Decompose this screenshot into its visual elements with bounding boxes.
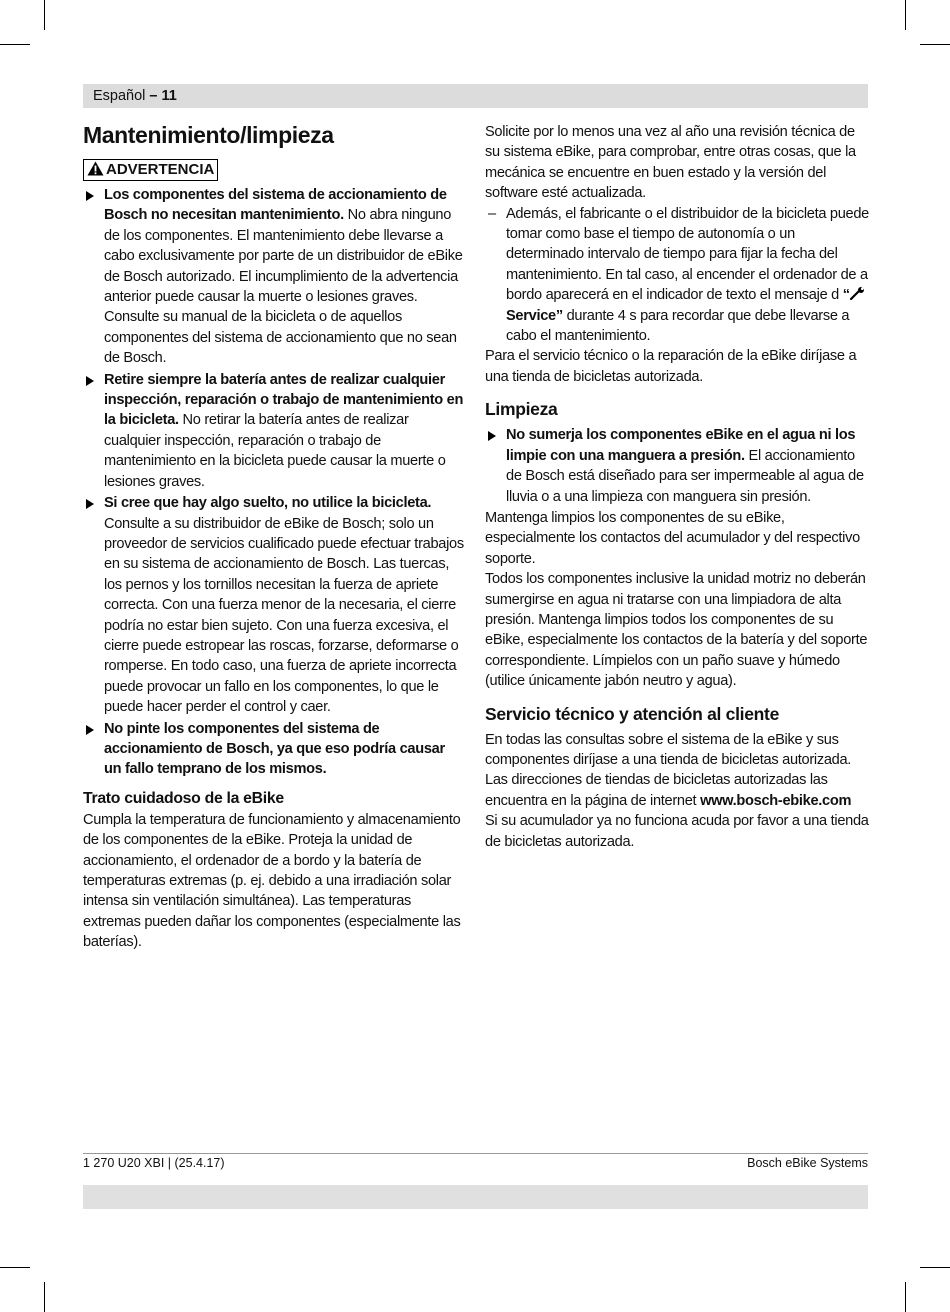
bullet-arrow-icon	[86, 191, 94, 201]
wrench-icon	[850, 287, 865, 300]
bullet-text: El accionamiento de Bosch está diseñado para ser impermeable al agua de lluvia o a una limpieza con manguera sin presión.	[506, 447, 864, 505]
warning-text: ADVERTENCIA	[106, 161, 215, 178]
dash-marker: –	[488, 205, 496, 222]
dash-text-after: durante 4 s para recordar que debe llevarse a cabo el mantenimiento.	[506, 307, 850, 345]
header-separator: –	[145, 88, 162, 104]
bullet-bold-text: Si cree que hay algo suelto, no utilice la bicicleta.	[104, 495, 432, 512]
bullet-text: No abra ninguno de los componentes. El mantenimiento debe llevarse a cabo exclusivamente por parte de un distribuidor de eBike de Bosch autorizado. El incumplimiento de la advertencia anterior puede causar la muerte o lesiones graves. Consulte su manual de la bicicleta o de aquellos componentes del sistema de accionamiento que no sean de Bosch.	[104, 207, 463, 367]
cleaning-paragraph: Mantenga limpios los componentes de su eBike, especialmente los contactos del acumulador y del respectivo soporte.	[485, 509, 860, 567]
cleaning-heading: Limpieza	[485, 399, 558, 420]
footer-doc-id: 1 270 U20 XBI | (25.4.17)	[83, 1156, 225, 1170]
care-paragraph: Cumpla la temperatura de funcionamiento y almacenamiento de los componentes de la eBike. Proteja la unidad de accionamiento, el ordenador de a bordo y la batería de temperaturas extremas (p. ej. debido a una irradiación solar intensa sin ventilación simultánea). Las temperaturas extremas pueden dañar los componentes (especialmente las baterías).	[83, 811, 461, 951]
care-heading: Trato cuidadoso de la eBike	[83, 789, 284, 807]
cleaning-paragraph: Todos los componentes inclusive la unidad motriz no deberán sumergirse en agua ni tratarse con una limpiadora de alta presión. Mantenga limpios todos los componentes de su eBike, especialmente los contactos de la batería y del soporte correspondiente. Límpielos con un paño suave y húmedo (utilice únicamente jabón neutro y agua).	[485, 571, 868, 690]
service-message: Service”	[506, 307, 563, 324]
crop-mark	[920, 44, 950, 45]
bullet-text: No retirar la batería antes de realizar cualquier inspección, reparación o trabajo de mantenimiento en la bicicleta puede causar la muerte o lesiones graves.	[104, 412, 446, 490]
footer-divider	[83, 1153, 868, 1154]
support-link[interactable]: www.bosch-ebike.com	[700, 792, 852, 809]
bullet-arrow-icon	[86, 376, 94, 386]
left-column	[83, 122, 465, 953]
service-note: Para el servicio técnico o la reparación de la eBike diríjase a una tienda de bicicletas autorizada.	[485, 348, 857, 385]
crop-mark	[920, 1267, 950, 1268]
support-paragraph	[485, 770, 869, 811]
warning-bullet	[83, 493, 465, 717]
footer-bar	[83, 1185, 868, 1209]
crop-mark	[905, 1282, 906, 1312]
cleaning-bullet	[485, 425, 869, 507]
warning-bullet	[83, 719, 465, 780]
bullet-bold-text: Retire siempre la batería antes de realizar cualquier inspección, reparación o trabajo de mantenimiento en la bicicleta.	[104, 371, 464, 429]
bullet-arrow-icon	[86, 499, 94, 509]
bullet-arrow-icon	[86, 725, 94, 735]
crop-mark	[44, 0, 45, 30]
inspection-paragraph: Solicite por lo menos una vez al año una revisión técnica de su sistema eBike, para comprobar, entre otras cosas, que la mecánica se encuentre en buen estado y la versión del software esté actualizada.	[485, 124, 856, 202]
quote-open: “	[842, 287, 850, 304]
support-paragraph: Si su acumulador ya no funciona acuda por favor a una tienda de bicicletas autorizada.	[485, 813, 869, 850]
dash-list-item	[485, 204, 869, 347]
support-heading: Servicio técnico y atención al cliente	[485, 703, 779, 724]
page-header	[83, 84, 868, 108]
support-text: Las direcciones de tiendas de bicicletas autorizadas las encuentra en la página de internet	[485, 772, 828, 809]
dash-text-before: Además, el fabricante o el distribuidor de la bicicleta puede tomar como base el tiempo de autonomía o un determinado intervalo de tiempo para fijar la fecha del mantenimiento. En tal caso, al encender el ordenador de a bordo aparecerá en el indicador de texto el mensaje d	[506, 205, 869, 304]
warning-bullet	[83, 185, 465, 369]
crop-mark	[905, 0, 906, 30]
warning-bullet	[83, 370, 465, 492]
bullet-bold-text: Los componentes del sistema de accionamiento de Bosch no necesitan mantenimiento.	[104, 187, 447, 224]
bullet-arrow-icon	[488, 431, 496, 441]
bullet-bold-text: No pinte los componentes del sistema de accionamiento de Bosch, ya que eso podría causar un fallo temprano de los mismos.	[104, 720, 445, 778]
crop-mark	[44, 1282, 45, 1312]
crop-mark	[0, 1267, 30, 1268]
warning-label	[83, 159, 218, 181]
warning-icon	[87, 161, 104, 176]
section-title: Mantenimiento/limpieza	[83, 122, 334, 148]
crop-mark	[0, 44, 30, 45]
bullet-text: Consulte a su distribuidor de eBike de Bosch; solo un proveedor de servicios cualificado puede efectuar trabajos en su sistema de accionamiento de Bosch. Las tuercas, los pernos y los tornillos necesitan la fuerza de apriete correcta. Con una fuerza menor de la necesaria, el cierre podría no estar bien sujeto. Con una fuerza excesiva, el cierre puede estropear las roscas, forzarse, deformarse o romperse. En todo caso, una fuerza de apriete incorrecta puede provocar un fallo en los componentes, lo que le puede hacer perder el control y caer.	[104, 515, 464, 716]
header-language: Español	[93, 88, 146, 104]
right-column	[485, 122, 869, 852]
footer-brand: Bosch eBike Systems	[747, 1156, 868, 1170]
page-number: 11	[161, 88, 177, 104]
bullet-bold-text: No sumerja los componentes eBike en el agua ni los limpie con una manguera a presión.	[506, 427, 856, 464]
support-paragraph: En todas las consultas sobre el sistema de la eBike y sus componentes diríjase a una tienda de bicicletas autorizada.	[485, 731, 852, 768]
